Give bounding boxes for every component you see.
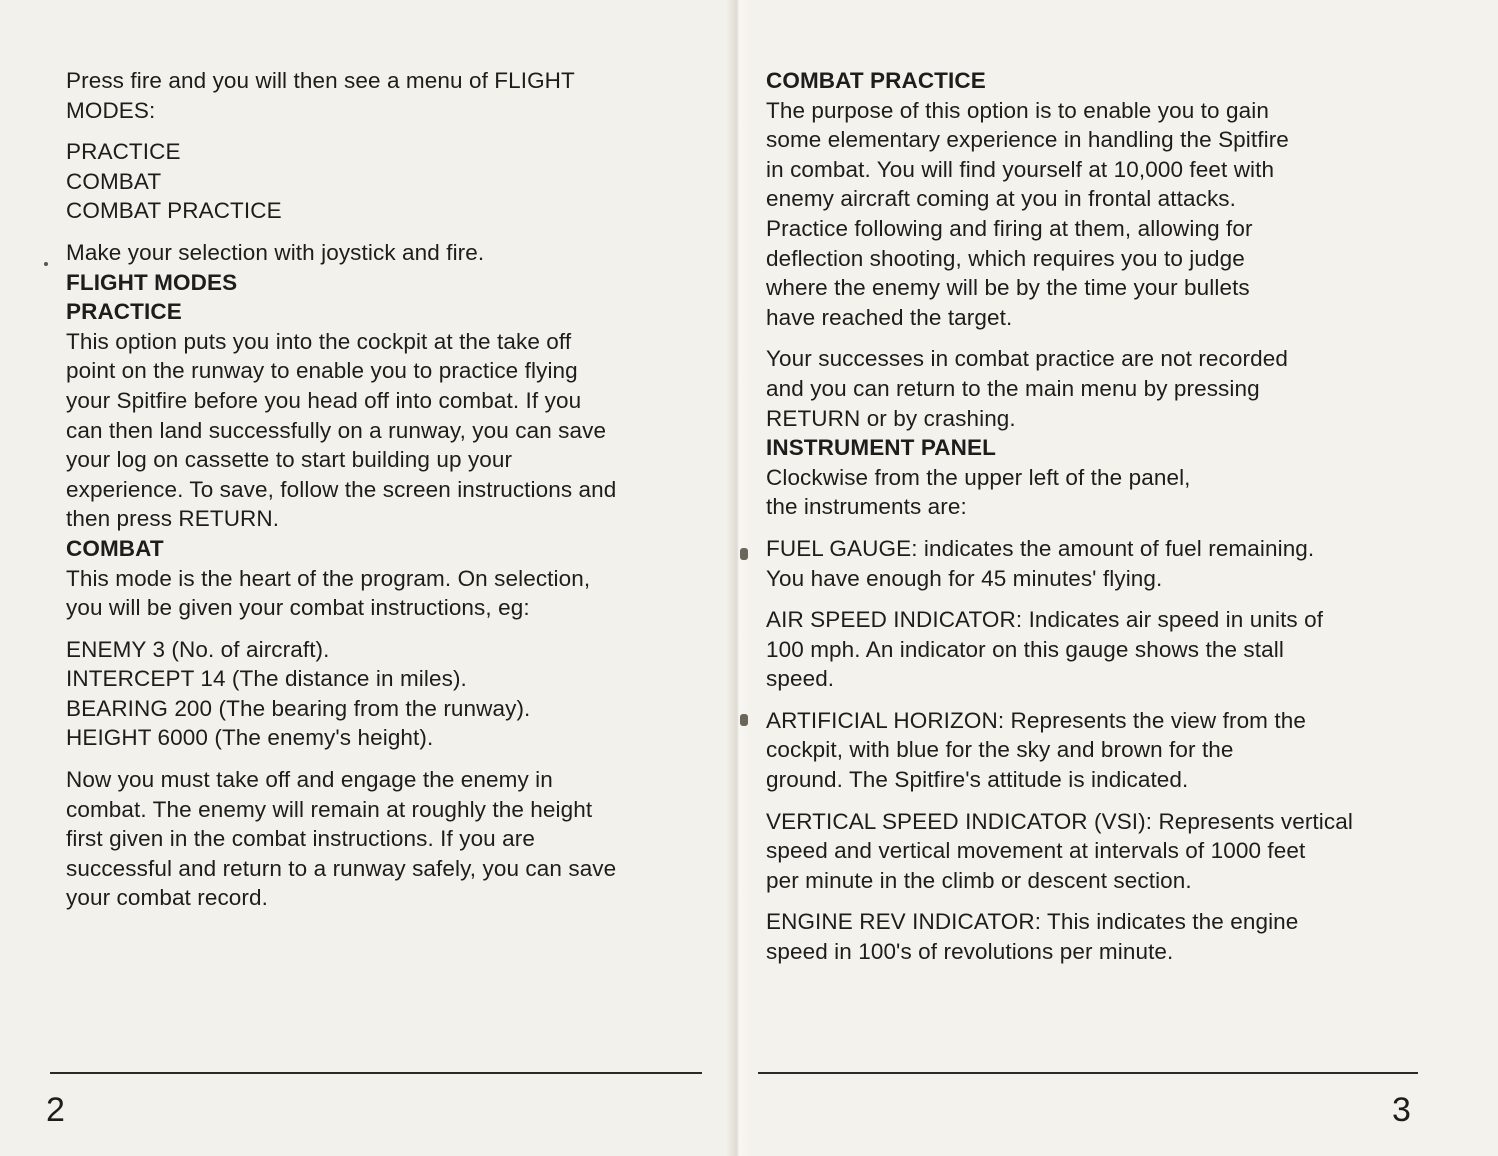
instrument-line: FUEL GAUGE: indicates the amount of fuel remaining. [766,535,1315,561]
instrument-engine-rev [766,907,1416,966]
combat-practice-line: Practice following and firing at them, allowing for [766,215,1253,241]
combat-practice-line: in combat. You will find yourself at 10,000 feet with [766,156,1275,182]
instrument-fuel-gauge [766,534,1416,593]
combat-practice-line: where the enemy will be by the time your bullets [766,275,1250,301]
practice-paragraph [66,327,706,534]
page-number: 3 [1392,1091,1411,1129]
combat-intro-line: you will be given your combat instructions, eg: [66,595,530,621]
left-page [0,0,742,1156]
intro-line: Press fire and you will then see a menu of FLIGHT [66,68,575,93]
instrument-intro [766,463,1416,522]
heading-combat-practice: COMBAT PRACTICE [766,68,986,93]
combat-outro-line: successful and return to a runway safely, you can save [66,855,617,881]
left-column [66,66,706,913]
combat-practice-note-line: and you can return to the main menu by pressing [766,375,1260,401]
menu-item-combat: COMBAT [66,168,162,194]
combat-practice-line: some elementary experience in handling the Spitfire [766,127,1289,153]
combat-outro-line: your combat record. [66,885,268,911]
instrument-line: speed and vertical movement at intervals of 1000 feet [766,838,1306,864]
staple-top [740,548,748,560]
instrument-line: AIR SPEED INDICATOR: Indicates air speed in units of [766,607,1324,633]
combat-example: ENEMY 3 (No. of aircraft). [66,636,330,662]
heading-practice: PRACTICE [66,299,182,325]
combat-outro-line: combat. The enemy will remain at roughly the height [66,796,593,822]
menu-item-combat-practice: COMBAT PRACTICE [66,198,282,224]
staple-bottom [740,714,748,726]
intro-paragraph [66,66,706,125]
instrument-vsi [766,807,1416,896]
instrument-line: ARTIFICIAL HORIZON: Represents the view from the [766,707,1306,733]
menu-item-practice: PRACTICE [66,139,181,165]
instrument-intro-line: Clockwise from the upper left of the panel, [766,464,1191,490]
combat-practice-line: enemy aircraft coming at you in frontal attacks. [766,186,1237,212]
combat-outro [66,765,706,913]
intro-line: MODES: [66,97,156,123]
instrument-line: speed. [766,666,835,692]
practice-line: your log on cassette to start building up your [66,447,513,473]
margin-dot [44,262,48,266]
section-heading-flight-modes: FLIGHT MODES [66,269,238,295]
instrument-intro-line: the instruments are: [766,494,967,520]
instrument-line: 100 mph. An indicator on this gauge shows the stall [766,636,1284,662]
combat-practice-note [766,344,1416,433]
combat-example: HEIGHT 6000 (The enemy's height). [66,725,434,751]
instrument-line: speed in 100's of revolutions per minute. [766,939,1174,965]
flight-mode-menu [66,137,706,226]
right-page [736,0,1498,1156]
page-number: 2 [46,1091,65,1129]
combat-practice-note-line: RETURN or by crashing. [766,405,1016,431]
practice-line: then press RETURN. [66,506,280,532]
footer-rule [758,1072,1418,1074]
practice-line: point on the runway to enable you to practice flying [66,358,578,384]
combat-outro-line: Now you must take off and engage the enemy in [66,767,553,793]
combat-example: BEARING 200 (The bearing from the runway). [66,695,531,721]
selection-note: Make your selection with joystick and fire. [66,239,485,265]
heading-instrument-panel: INSTRUMENT PANEL [766,435,996,461]
combat-outro-line: first given in the combat instructions. If you are [66,826,535,852]
instrument-air-speed [766,605,1416,694]
practice-line: your Spitfire before you head off into combat. If you [66,387,582,413]
combat-practice-line: have reached the target. [766,304,1013,330]
practice-line: This option puts you into the cockpit at the take off [66,328,572,354]
combat-intro-line: This mode is the heart of the program. On selection, [66,565,591,591]
instrument-line: You have enough for 45 minutes' flying. [766,565,1163,591]
combat-practice-line: The purpose of this option is to enable you to gain [766,97,1269,123]
center-fold [726,0,750,1156]
instrument-line: ground. The Spitfire's attitude is indicated. [766,767,1189,793]
instrument-line: ENGINE REV INDICATOR: This indicates the engine [766,909,1299,935]
heading-combat: COMBAT [66,535,164,561]
combat-practice-paragraph [766,96,1416,333]
instrument-line: cockpit, with blue for the sky and brown for the [766,737,1234,763]
combat-intro [66,564,706,623]
combat-examples [66,635,706,753]
combat-practice-line: deflection shooting, which requires you to judge [766,245,1245,271]
instrument-line: per minute in the climb or descent section. [766,867,1192,893]
practice-line: experience. To save, follow the screen instructions and [66,476,617,502]
combat-practice-note-line: Your successes in combat practice are not recorded [766,346,1288,372]
instrument-artificial-horizon [766,706,1416,795]
practice-line: can then land successfully on a runway, you can save [66,417,607,443]
right-column [766,66,1416,967]
footer-rule [50,1072,702,1074]
instrument-line: VERTICAL SPEED INDICATOR (VSI): Represents vertical [766,808,1353,834]
combat-example: INTERCEPT 14 (The distance in miles). [66,666,467,692]
